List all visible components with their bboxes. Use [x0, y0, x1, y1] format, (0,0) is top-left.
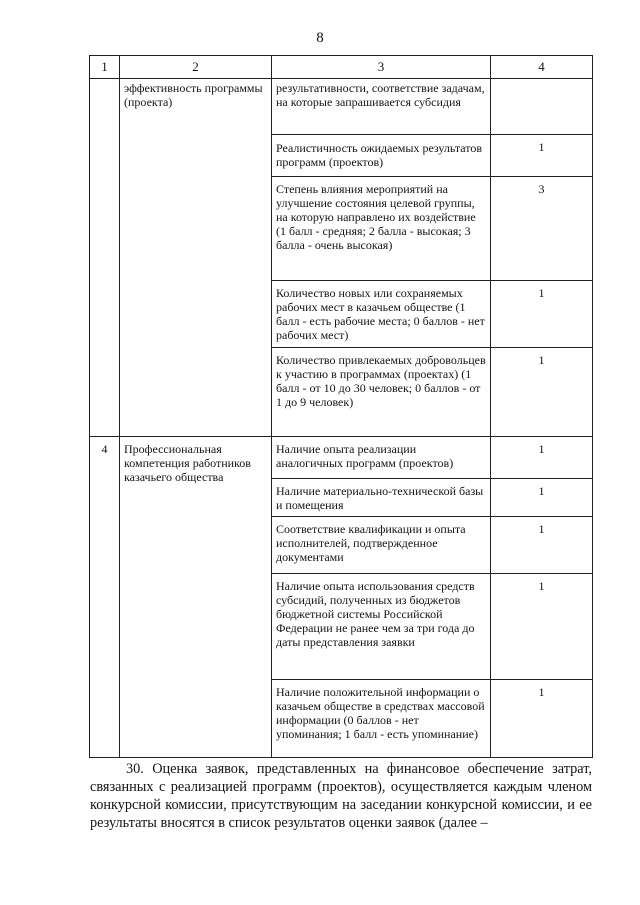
criterion-cell: эффективность программы (проекта) [120, 79, 272, 437]
score-cell: 1 [491, 135, 593, 177]
indicator-cell: Соответствие квалификации и опыта исполнителей, подтвержденное документами [272, 517, 491, 574]
score-cell [491, 79, 593, 135]
column-header: 4 [491, 56, 593, 79]
column-header: 1 [90, 56, 120, 79]
indicator-cell: Наличие положительной информации о казачьем обществе в средствах массовой информации (0 баллов - нет упоминания; 1 балл - есть упоминание) [272, 680, 491, 758]
indicator-cell: Реалистичность ожидаемых результатов программ (проектов) [272, 135, 491, 177]
indicator-cell: результативности, соответствие задачам, на которые запрашивается субсидия [272, 79, 491, 135]
indicator-cell: Наличие материально-технической базы и помещения [272, 479, 491, 517]
table-row [90, 79, 593, 135]
column-header: 2 [120, 56, 272, 79]
table-header-row [90, 56, 593, 79]
score-cell: 1 [491, 281, 593, 348]
criteria-table [89, 55, 593, 758]
indicator-cell: Количество новых или сохраняемых рабочих мест в казачьем обществе (1 балл - есть рабочие места; 0 баллов - нет рабочих мест) [272, 281, 491, 348]
criterion-number-cell [90, 79, 120, 437]
score-cell: 1 [491, 680, 593, 758]
score-cell: 1 [491, 479, 593, 517]
paragraph-30: 30. Оценка заявок, представленных на финансовое обеспечение затрат, связанных с реализацией программ (проектов), осуществляется каждым членом конкурсной комиссии, присутствующим на заседании конкурсной комиссии, и ее результаты вносятся в список результатов оценки заявок (далее – [90, 761, 592, 831]
criterion-number-cell: 4 [90, 437, 120, 758]
criterion-cell: Профессиональная компетенция работников казачьего общества [120, 437, 272, 758]
indicator-cell: Наличие опыта использования средств субсидий, полученных из бюджетов бюджетной системы Российской Федерации не ранее чем за три года до даты представления заявки [272, 574, 491, 680]
score-cell: 1 [491, 348, 593, 437]
score-cell: 3 [491, 177, 593, 281]
score-cell: 1 [491, 574, 593, 680]
column-header: 3 [272, 56, 491, 79]
indicator-cell: Количество привлекаемых добровольцев к участию в программах (проектах) (1 балл - от 10 до 30 человек; 0 баллов - от 1 до 9 человек) [272, 348, 491, 437]
page-number: 8 [316, 30, 324, 46]
indicator-cell: Степень влияния мероприятий на улучшение состояния целевой группы, на которую направлено их воздействие (1 балл - средняя; 2 балла - высокая; 3 балла - очень высокая) [272, 177, 491, 281]
table-row [90, 437, 593, 479]
score-cell: 1 [491, 517, 593, 574]
indicator-cell: Наличие опыта реализации аналогичных программ (проектов) [272, 437, 491, 479]
score-cell: 1 [491, 437, 593, 479]
